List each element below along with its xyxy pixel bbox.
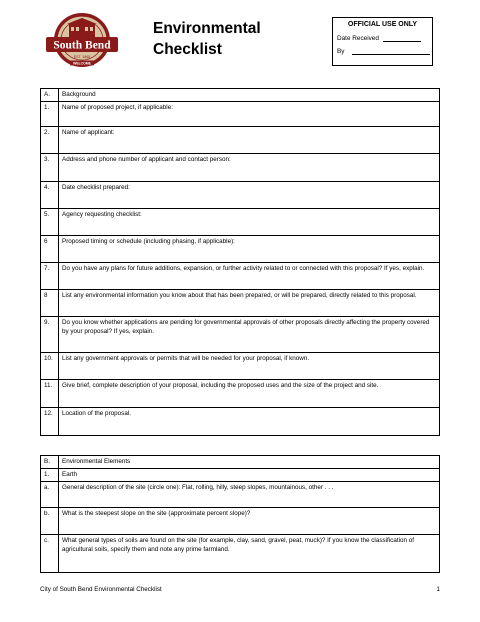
form-row[interactable] — [41, 535, 440, 573]
form-row[interactable] — [41, 482, 440, 508]
title-line-1: Environmental — [153, 20, 261, 37]
item-letter: c. — [41, 535, 59, 573]
item-question: Do you have any plans for future additions, expansion, or further activity related to or connected with this proposal? If yes, explain. — [59, 263, 440, 290]
form-row[interactable] — [41, 182, 440, 209]
logo-small-text: EST. 1865 — [73, 55, 91, 59]
item-number: 7. — [41, 263, 59, 290]
south-bend-logo — [40, 12, 124, 70]
form-row[interactable] — [41, 209, 440, 236]
item-question: List any government approvals or permits that will be needed for your proposal, if known. — [59, 353, 440, 380]
form-row[interactable] — [41, 290, 440, 317]
item-letter: a. — [41, 482, 59, 508]
item-question: What general types of soils are found on the site (for example, clay, sand, gravel, peat, muck)? If you know the classification of agricultural soils, specify them and note any prime farmland. — [59, 535, 440, 573]
item-number: 9. — [41, 317, 59, 353]
item-question: General description of the site (circle one): Flat, rolling, hilly, steep slopes, mountainous, other . . . — [59, 482, 440, 508]
form-row[interactable] — [41, 127, 440, 154]
page-footer — [40, 586, 440, 593]
logo-welcome: WELCOME — [73, 61, 91, 66]
form-row[interactable] — [41, 353, 440, 380]
section-header-row — [41, 456, 440, 469]
section-title: Environmental Elements — [59, 456, 440, 469]
section-letter: A. — [41, 89, 59, 102]
item-question: Address and phone number of applicant and contact person: — [59, 154, 440, 182]
section-header-row — [41, 89, 440, 102]
item-number: 11. — [41, 380, 59, 408]
footer-document-name: City of South Bend Environmental Checklist — [40, 586, 162, 593]
item-number: 5. — [41, 209, 59, 236]
item-number: 8 — [41, 290, 59, 317]
form-row[interactable] — [41, 102, 440, 127]
item-question: Agency requesting checklist: — [59, 209, 440, 236]
item-number: 4. — [41, 182, 59, 209]
page-title — [153, 18, 303, 60]
item-question: Location of the proposal. — [59, 408, 440, 436]
item-question: List any environmental information you know about that has been prepared, or will be prepared, directly related to this proposal. — [59, 290, 440, 317]
section-title: Background — [59, 89, 440, 102]
item-question: What is the steepest slope on the site (approximate percent slope)? — [59, 508, 440, 535]
item-question: Do you know whether applications are pending for governmental approvals of other proposals directly affecting the property covered by your proposal? If yes, explain. — [59, 317, 440, 353]
item-number: 10. — [41, 353, 59, 380]
item-number: 2. — [41, 127, 59, 154]
item-number: 3. — [41, 154, 59, 182]
official-use-heading: OFFICIAL USE ONLY — [347, 21, 418, 28]
form-row[interactable] — [41, 508, 440, 535]
logo-name: South Bend — [53, 39, 111, 52]
subsection-row — [41, 469, 440, 482]
subsection-number: 1. — [41, 469, 59, 482]
subsection-title: Earth — [59, 469, 440, 482]
item-number: 1. — [41, 102, 59, 127]
item-number: 6 — [41, 236, 59, 263]
section-letter: B. — [41, 456, 59, 469]
official-use-box — [332, 17, 433, 66]
form-row[interactable] — [41, 236, 440, 263]
item-question: Give brief, complete description of your proposal, including the proposed uses and the size of the project and site. — [59, 380, 440, 408]
page-number: 1 — [436, 586, 440, 593]
form-row[interactable] — [41, 154, 440, 182]
section-a-table — [40, 88, 440, 436]
form-row[interactable] — [41, 263, 440, 290]
item-question: Name of proposed project, if applicable: — [59, 102, 440, 127]
item-letter: b. — [41, 508, 59, 535]
date-received-row — [337, 35, 428, 42]
logo-arc-text: SOUTH BEND — [72, 14, 92, 18]
item-question: Proposed timing or schedule (including phasing, if applicable): — [59, 236, 440, 263]
form-row[interactable] — [41, 317, 440, 353]
title-line-2: Checklist — [153, 41, 222, 58]
section-b-table — [40, 455, 440, 573]
item-question: Date checklist prepared: — [59, 182, 440, 209]
form-row[interactable] — [41, 408, 440, 436]
date-received-label: Date Received — [337, 35, 379, 42]
by-label: By — [337, 48, 345, 55]
by-row — [337, 48, 428, 55]
form-row[interactable] — [41, 380, 440, 408]
item-question: Name of applicant: — [59, 127, 440, 154]
item-number: 12. — [41, 408, 59, 436]
date-received-field[interactable] — [383, 35, 421, 42]
by-field[interactable] — [352, 48, 430, 55]
